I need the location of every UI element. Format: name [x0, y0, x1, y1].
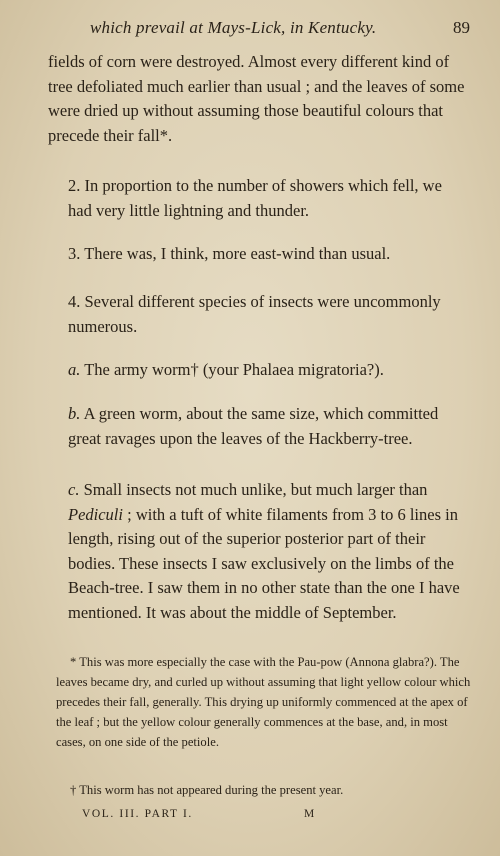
item-b-text: A green worm, about the same size, which committed great ravages upon the leaves of the Hackberry-tree. [68, 404, 439, 448]
paragraph-item-3: 3. There was, I think, more east-wind than usual. [68, 244, 391, 263]
paragraph-continuation: fields of corn were destroyed. Almost every different kind of tree defoliated much earlier than usual ; and the leaves of some were dried up without assuming those beautiful colours that precede their fall*. [48, 52, 465, 145]
item-b-label: b. [68, 404, 81, 423]
item-c-text-after: ; with a tuft of white filaments from 3 to 6 lines in length, rising out of the superior posterior part of their bodies. These insects I saw exclusively on the limbs of the Beach-tree. I saw them in no other state than the one I have mentioned. It was about the middle of September. [68, 504, 460, 622]
paragraph-item-c [48, 478, 466, 625]
item-a-label: a. [68, 360, 81, 379]
page-number: 89 [453, 18, 470, 37]
running-title: which prevail at Mays-Lick, in Kentucky. [90, 18, 377, 37]
footnote-dagger: † This worm has not appeared during the present year. [70, 783, 344, 797]
item-c-italic-term: Pediculi [68, 504, 123, 524]
signature-line [82, 808, 382, 826]
item-a-text: The army worm† (your Phalaea migratoria?). [80, 360, 384, 379]
paragraph-item-b [48, 402, 466, 451]
paragraph-item-2: 2. In proportion to the number of showers which fell, we had very little lightning and thunder. [68, 176, 442, 220]
item-c-text-before: Small insects not much unlike, but much larger than [79, 480, 428, 499]
volume-part-label: VOL. III. PART I. [82, 808, 193, 820]
paragraph-item-4: 4. Several different species of insects were uncommonly numerous. [68, 292, 441, 336]
footnote-asterisk: * This was more especially the case with the Pau-pow (Annona glabra?). The leaves became dry, and curled up without assuming that light yellow colour which precedes their fall, generally. This drying up uniformly commenced at the apex of the leaf ; but the yellow colour generally commences at the base, and, in most cases, on one side of the petiole. [56, 655, 471, 749]
signature-mark: M [304, 808, 316, 820]
page-header [90, 18, 470, 42]
item-c-label: c. [68, 480, 80, 499]
paragraph-item-a [48, 358, 466, 383]
